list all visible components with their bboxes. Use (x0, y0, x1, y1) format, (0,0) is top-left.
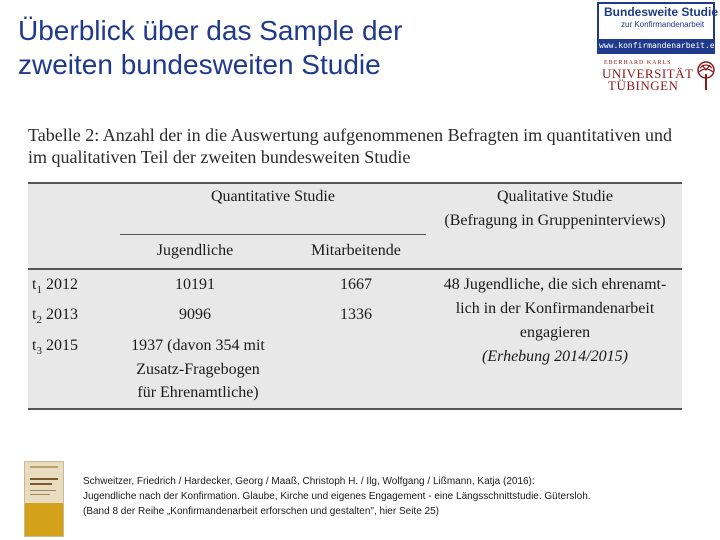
qualitative-text-line2: lich in der Konfirmandenarbeit (455, 300, 655, 317)
table-row-t2-label: $t_2$ 2013 (32, 306, 78, 327)
header-quantitative: Quantitative Studie (211, 188, 335, 205)
table-row-t3-jugendliche-line3: für Ehrenamtliche) (137, 384, 259, 401)
book-cover-image (24, 461, 64, 537)
header-qualitative-line2: (Befragung in Gruppeninterviews) (444, 212, 666, 229)
citation-line2: Jugendliche nach der Konfirmation. Glaube, Kirche und eigenes Engagement - eine Längsschnittstudie. Gütersloh. (83, 491, 591, 502)
header-qualitative-line1: Qualitative Studie (497, 188, 613, 205)
table-caption-line2: im qualitativen Teil der zweiten bundesweiten Studie (28, 147, 411, 167)
table-row-t2-jugendliche: 9096 (179, 306, 211, 323)
sample-table (28, 182, 682, 410)
table-row-t2-mitarbeitende: 1336 (340, 306, 372, 323)
table-caption-line1: Tabelle 2: Anzahl der in die Auswertung aufgenommenen Befragten im quantitativen und (28, 125, 673, 145)
header-bottom-rule (28, 268, 682, 270)
table-top-rule (28, 182, 682, 184)
table-row-t1-jugendliche: 10191 (175, 276, 215, 293)
table-caption (28, 124, 698, 168)
logo-studie-subtitle: zur Konfirmandenarbeit (621, 20, 705, 29)
slide-title-line2: zweiten bundesweiten Studie (18, 49, 381, 80)
logo-uni-small: EBERHARD KARLS (604, 60, 672, 66)
logo-uni-line1: UNIVERSITÄT (602, 66, 694, 81)
palm-tree-icon (696, 60, 716, 92)
table-bottom-rule (28, 408, 682, 410)
table-row-t3-jugendliche-line2: Zusatz-Fragebogen (136, 361, 260, 378)
table-row-t3-jugendliche-line1: 1937 (davon 354 mit (131, 337, 265, 354)
header-sub-rule (120, 234, 426, 235)
logo-studie-url: www.konfirmandenarbeit.eu (599, 41, 720, 50)
citation-line3: (Band 8 der Reihe „Konfirmandenarbeit erforschen und gestalten", hier Seite 25) (83, 506, 439, 517)
citation (83, 474, 703, 519)
qualitative-text-line1: 48 Jugendliche, die sich ehrenamt- (443, 276, 667, 293)
table-row-t1-mitarbeitende: 1667 (340, 276, 372, 293)
logo-studie-title: Bundesweite Studie (604, 5, 719, 19)
slide-title (18, 14, 538, 82)
logo-uni-line2: TÜBINGEN (608, 78, 679, 93)
slide-title-line1: Überblick über das Sample der (18, 15, 403, 46)
universitaet-tuebingen-logo (600, 60, 718, 96)
col-header-mitarbeitende: Mitarbeitende (311, 242, 401, 259)
table-row-t3-label: $t_3$ 2015 (32, 337, 78, 358)
table-row-t1-label: $t_1$ 2012 (32, 276, 78, 297)
qualitative-text-line3: engagieren (519, 324, 591, 341)
citation-line1: Schweitzer, Friedrich / Hardecker, Georg / Maaß, Christoph H. / Ilg, Wolfgang / Lißmann, Katja (2016): (83, 476, 535, 487)
qualitative-text-line4: (Erhebung 2014/2015) (482, 348, 628, 365)
col-header-jugendliche: Jugendliche (156, 242, 234, 259)
bundesweite-studie-logo (597, 2, 720, 54)
